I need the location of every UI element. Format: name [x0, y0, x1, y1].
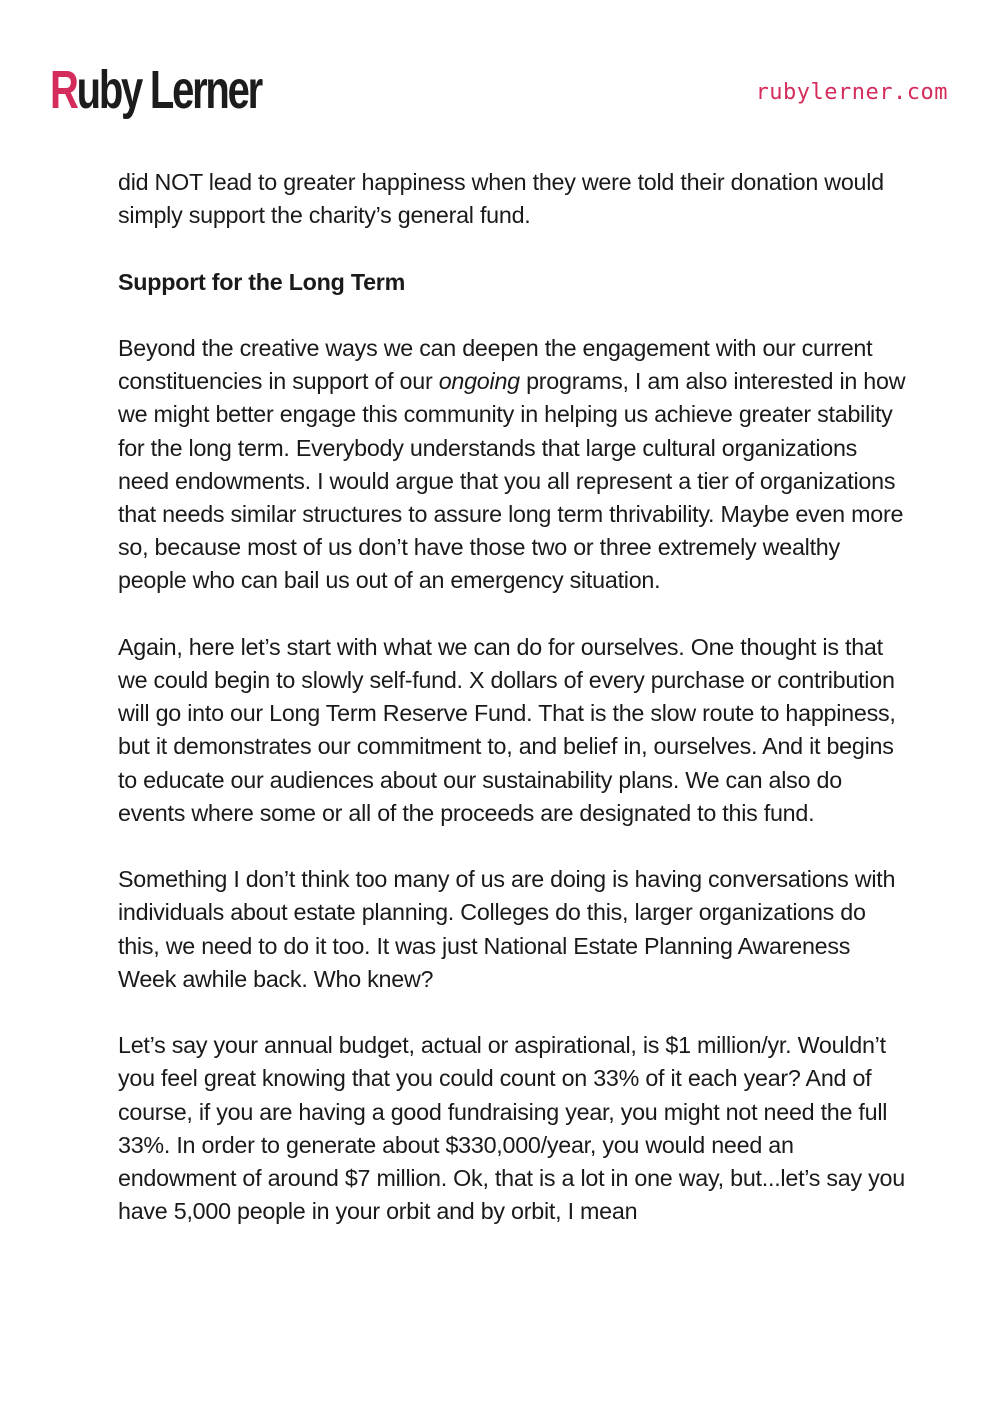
site-url[interactable]: rubylerner.com: [755, 80, 948, 105]
logo-initial: R: [50, 60, 77, 120]
page-header: [50, 50, 948, 130]
section-paragraph: [118, 332, 908, 598]
section-paragraph-end: programs, I am also interested in how we might better engage this community in helping us achieve greater stability for the long term. Everybody understands that large cultural organizations need endowments. I would argue that you all represent a tier of organizations that needs similar structures to assure long term thrivability. Maybe even more so, because most of us don’t have those two or three extremely wealthy people who can bail us out of an emergency situation.: [118, 368, 906, 594]
continued-paragraph: did NOT lead to greater happiness when they were told their donation would simply support the charity’s general fund.: [118, 169, 884, 229]
section-long-term: [118, 266, 908, 598]
paragraph-self-fund: Again, here let’s start with what we can do for ourselves. One thought is that we could begin to slowly self-fund. X dollars of every purchase or contribution will go into our Long Term Reserve Fund. That is the slow route to happiness, but it demonstrates our commitment to, and belief in, ourselves. And it begins to educate our audiences about our sustainability plans. We can also do events where some or all of the proceeds are designated to this fund.: [118, 633, 896, 826]
paragraph-estate-planning: Something I don’t think too many of us are doing is having conversations with individuals about estate planning. Colleges do this, larger organizations do this, we need to do it too. It was just National Estate Planning Awareness Week awhile back. Who knew?: [118, 866, 896, 992]
emphasis-ongoing: ongoing: [438, 368, 520, 395]
logo-text: uby Lerner: [76, 60, 261, 120]
section-paragraph-start: Beyond the creative ways we can deepen the engagement with our current constituencies in support of our: [118, 334, 873, 395]
logo: [50, 50, 261, 130]
section-heading: Support for the Long Term: [118, 268, 406, 295]
document-body: [118, 166, 908, 1262]
paragraph-budget: Let’s say your annual budget, actual or aspirational, is $1 million/yr. Wouldn’t you feel great knowing that you could count on 33% of it each year? And of course, if you are having a good fundraising year, you might not need the full 33%. In order to generate about $330,000/year, you would need an endowment of around $7 million. Ok, that is a lot in one way, but...let’s say you have 5,000 people in your orbit and by orbit, I mean: [118, 1032, 905, 1225]
